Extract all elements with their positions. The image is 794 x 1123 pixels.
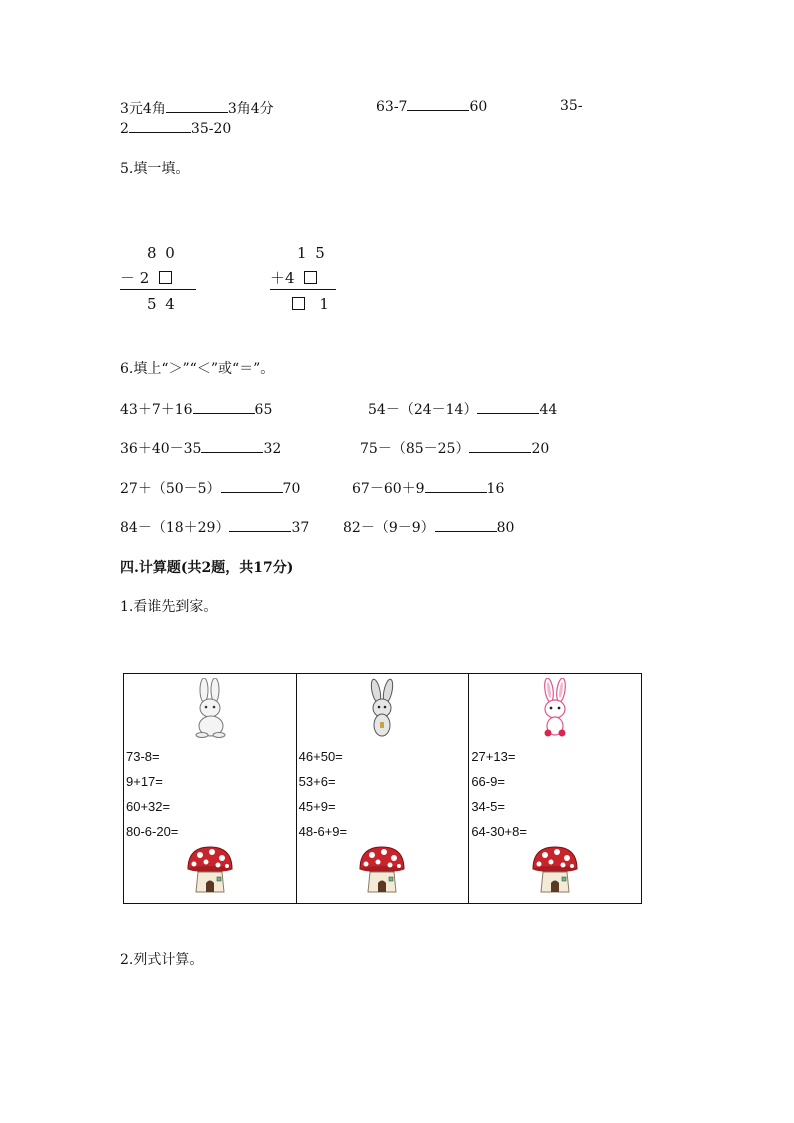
answer-box[interactable] — [159, 271, 172, 284]
add-mid-digit: 4 — [285, 269, 295, 287]
q6-row-2-right — [360, 438, 549, 458]
section-4-title: 四.计算题(共2题，共17分) — [120, 560, 294, 576]
race-table — [123, 673, 642, 904]
race-column-1 — [124, 674, 297, 904]
equation[interactable]: 80-6-20= — [126, 824, 179, 839]
expression: 82－（9－9） — [343, 520, 435, 536]
q6-row-3-right — [352, 478, 504, 498]
equation[interactable]: 64-30+8= — [471, 824, 527, 839]
answer-blank[interactable] — [229, 519, 291, 532]
answer-blank[interactable] — [477, 401, 539, 414]
add-divider — [270, 289, 336, 290]
value: 65 — [254, 402, 273, 418]
equation[interactable]: 60+32= — [126, 799, 171, 814]
answer-blank[interactable] — [407, 98, 469, 111]
rabbit-icon — [190, 678, 230, 738]
expression: 75－（85－25） — [360, 441, 470, 457]
equation[interactable]: 34-5= — [471, 799, 505, 814]
mushroom-house-icon — [356, 845, 408, 895]
answer-blank[interactable] — [435, 519, 497, 532]
plus-sign: ＋ — [270, 269, 286, 287]
sub-result-row: 5 4 — [147, 295, 177, 313]
compare-3-left-a: 35- — [560, 98, 583, 114]
expression: 84－（18＋29） — [120, 520, 230, 536]
q6-row-1-right — [368, 399, 557, 419]
equation[interactable]: 48-6+9= — [298, 824, 348, 839]
equation-list — [471, 744, 527, 844]
expression: 43＋7＋16 — [120, 402, 193, 418]
answer-box[interactable] — [304, 271, 317, 284]
answer-blank[interactable] — [193, 401, 255, 414]
compare-3-left-b: 2 — [120, 121, 129, 137]
sub-divider — [120, 289, 196, 290]
compare-3-right: 35-20 — [190, 121, 232, 137]
equation[interactable]: 9+17= — [126, 774, 163, 789]
q2-title: 2.列式计算。 — [120, 952, 204, 968]
sub-top-row: 8 0 — [147, 244, 177, 262]
minus-sign: － — [120, 269, 136, 287]
answer-blank[interactable] — [469, 440, 531, 453]
compare-item-3b — [120, 120, 231, 137]
sub-mid-digit: 2 — [139, 269, 150, 287]
equation[interactable]: 45+9= — [298, 799, 336, 814]
mushroom-house-icon — [184, 845, 236, 895]
sub-mid-row — [120, 267, 172, 288]
rabbit-icon — [362, 678, 402, 738]
rabbit-icon — [535, 678, 575, 738]
q6-row-2-left — [120, 438, 281, 458]
value: 44 — [539, 402, 558, 418]
equation[interactable]: 27+13= — [471, 749, 516, 764]
q5-title: 5.填一填。 — [120, 161, 190, 177]
equation-list — [126, 744, 178, 844]
value: 16 — [486, 481, 505, 497]
compare-item-1 — [120, 98, 274, 118]
value: 32 — [263, 441, 282, 457]
answer-blank[interactable] — [221, 480, 283, 493]
add-top-row: 1 5 — [297, 244, 327, 262]
equation[interactable]: 66-9= — [471, 774, 505, 789]
expression: 27＋（50－5） — [120, 481, 221, 497]
vertical-addition — [270, 240, 350, 320]
vertical-subtraction — [120, 240, 200, 320]
equation[interactable]: 46+50= — [298, 749, 343, 764]
equation-list — [299, 744, 347, 844]
equation[interactable]: 73-8= — [126, 749, 160, 764]
expression: 36＋40－35 — [120, 441, 202, 457]
q6-title: 6.填上“＞”“＜”或“＝”。 — [120, 361, 275, 377]
answer-blank[interactable] — [129, 120, 191, 133]
expression: 54－（24－14） — [368, 402, 478, 418]
answer-blank[interactable] — [166, 100, 228, 113]
compare-1-left: 3元4角 — [120, 101, 166, 117]
q1-title: 1.看谁先到家。 — [120, 599, 218, 615]
value: 80 — [496, 520, 515, 536]
answer-blank[interactable] — [425, 480, 487, 493]
q6-row-3-left — [120, 478, 300, 498]
add-mid-row — [270, 267, 317, 288]
value: 37 — [291, 520, 310, 536]
q6-row-4-left — [120, 517, 309, 537]
answer-box[interactable] — [292, 297, 305, 310]
race-column-3 — [469, 674, 642, 904]
compare-2-right: 60 — [469, 99, 488, 115]
compare-item-2 — [376, 98, 487, 115]
value: 70 — [282, 481, 301, 497]
q6-row-4-right — [343, 517, 514, 537]
add-result-ones: 1 — [319, 295, 329, 313]
equation[interactable]: 53+6= — [298, 774, 336, 789]
q6-row-1-left — [120, 399, 272, 419]
compare-2-left: 63-7 — [376, 99, 408, 115]
expression: 67－60＋9 — [352, 481, 425, 497]
value: 20 — [531, 441, 550, 457]
compare-1-right: 3角4分 — [227, 101, 274, 117]
add-result-row — [292, 295, 329, 313]
compare-item-3a — [560, 98, 583, 114]
mushroom-house-icon — [529, 845, 581, 895]
race-column-2 — [296, 674, 469, 904]
answer-blank[interactable] — [201, 440, 263, 453]
